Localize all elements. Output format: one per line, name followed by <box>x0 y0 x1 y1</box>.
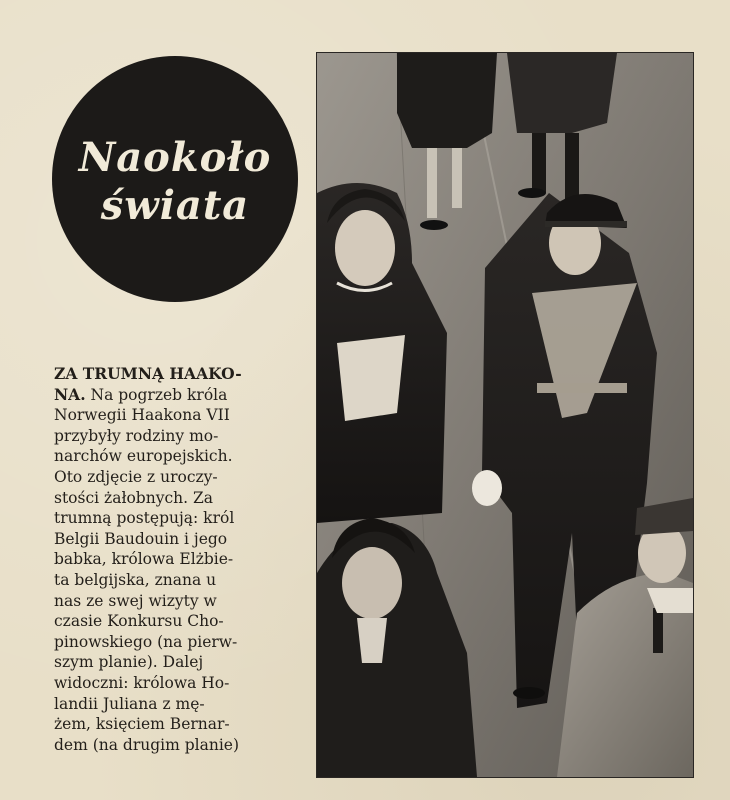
caption-text: nas ze swej wizyty w <box>54 591 217 610</box>
caption-text: trumną postępują: król <box>54 509 235 528</box>
caption-text: ta belgijska, znana u <box>54 570 217 589</box>
caption-line <box>54 405 312 426</box>
caption-line <box>54 632 312 653</box>
article-caption <box>54 364 312 755</box>
caption-line <box>54 446 312 467</box>
caption-text: szym planie). Dalej <box>54 653 204 672</box>
news-photo <box>316 52 694 778</box>
caption-lead: ZA TRUMNĄ HAAKO- <box>54 364 242 383</box>
caption-text: widoczni: królowa Ho- <box>54 673 230 692</box>
caption-text: Na pogrzeb króla <box>85 385 228 404</box>
caption-line <box>54 714 312 735</box>
caption-text: pinowskiego (na pierw- <box>54 632 238 651</box>
photo-illustration <box>317 53 693 777</box>
caption-line <box>54 426 312 447</box>
caption-line <box>54 488 312 509</box>
caption-lead: NA. <box>54 384 86 404</box>
caption-text: Belgii Baudouin i jego <box>54 529 228 548</box>
caption-text: żem, księciem Bernar- <box>54 715 230 734</box>
caption-text: Oto zdjęcie z uroczy- <box>54 467 218 486</box>
caption-text: Norwegii Haakona VII <box>54 406 230 425</box>
section-title-line-1: Naokoło <box>78 134 272 181</box>
caption-line <box>54 652 312 673</box>
caption-line <box>54 467 312 488</box>
caption-text: narchów europejskich. <box>54 447 233 466</box>
caption-line <box>54 549 312 570</box>
caption-text: przybyły rodziny mo- <box>54 426 219 445</box>
caption-line <box>54 591 312 612</box>
caption-line <box>54 364 312 385</box>
caption-text: dem (na drugim planie) <box>54 735 240 754</box>
caption-line <box>54 570 312 591</box>
caption-text: czasie Konkursu Cho- <box>54 612 224 631</box>
caption-line <box>54 611 312 632</box>
caption-line <box>54 508 312 529</box>
section-badge <box>52 56 298 302</box>
section-title-line-2: świata <box>100 182 250 229</box>
caption-line <box>54 529 312 550</box>
caption-text: landii Juliana z mę- <box>54 694 205 713</box>
caption-text: stości żałobnych. Za <box>54 488 213 507</box>
caption-line <box>54 385 312 406</box>
caption-line <box>54 735 312 756</box>
caption-line <box>54 673 312 694</box>
caption-text: babka, królowa Elżbie- <box>54 550 234 569</box>
caption-line <box>54 694 312 715</box>
